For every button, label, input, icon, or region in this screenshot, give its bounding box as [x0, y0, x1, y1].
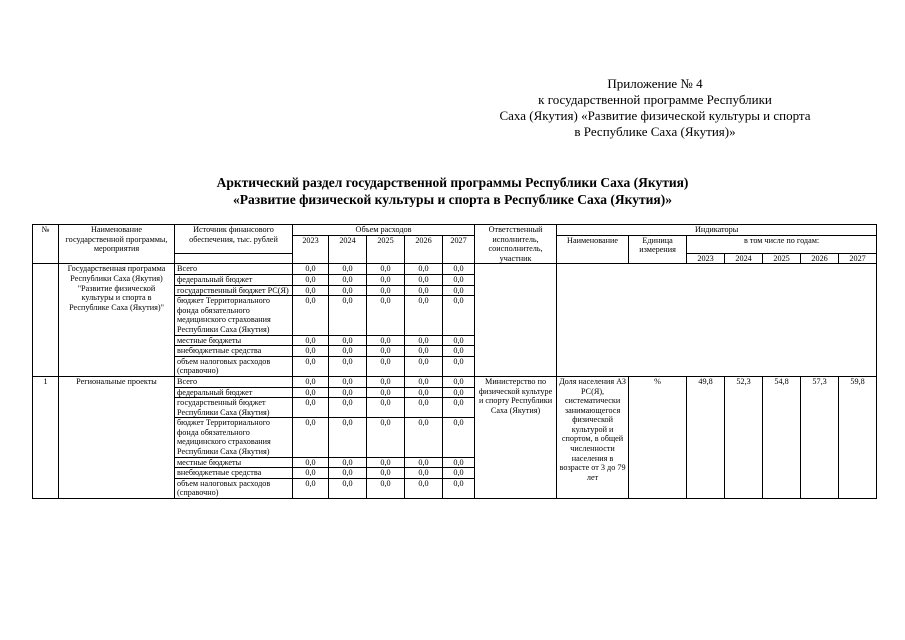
value-cell: 0,0 [405, 457, 443, 468]
source-cell: бюджет Территориального фонда обязательного медицинского страхования Республики Саха (Якутия) [175, 418, 293, 457]
header-ind-year: 2027 [839, 253, 877, 264]
value-cell: 0,0 [329, 264, 367, 275]
program-name: Государственная программа Республики Саха (Якутия) "Развитие физической культуры и спорта в Республике Саха (Якутия)" [59, 264, 175, 377]
source-cell: государственный бюджет РС(Я) [175, 285, 293, 296]
header-ind-unit: Единица измерения [629, 235, 687, 264]
program-executor [475, 264, 557, 377]
header-source: Источник финансового обеспечения, тыс. рублей [175, 225, 293, 254]
value-cell: 0,0 [405, 274, 443, 285]
value-cell: 0,0 [405, 387, 443, 398]
value-cell: 0,0 [367, 285, 405, 296]
header-source-cont [175, 253, 293, 264]
header-year: 2025 [367, 235, 405, 264]
value-cell: 0,0 [367, 296, 405, 335]
program-num [33, 264, 59, 377]
header-name: Наименование государственной программы, мероприятия [59, 225, 175, 264]
value-cell: 0,0 [443, 346, 475, 357]
value-cell: 0,0 [405, 398, 443, 418]
value-cell: 0,0 [443, 387, 475, 398]
source-cell: Всего [175, 264, 293, 275]
document-title [0, 174, 905, 208]
header-executor: Ответственный исполнитель, соисполнитель, участник [475, 225, 557, 264]
title-line: «Развитие физической культуры и спорта в Республике Саха (Якутия)» [233, 192, 672, 207]
header-year: 2023 [293, 235, 329, 264]
appendix-block [445, 76, 865, 140]
value-cell: 0,0 [293, 387, 329, 398]
value-cell: 0,0 [329, 376, 367, 387]
value-cell: 0,0 [367, 468, 405, 479]
value-cell: 0,0 [329, 418, 367, 457]
value-cell: 0,0 [405, 296, 443, 335]
source-cell: местные бюджеты [175, 335, 293, 346]
value-cell: 0,0 [367, 264, 405, 275]
indicator-value: 52,3 [725, 376, 763, 498]
source-cell: местные бюджеты [175, 457, 293, 468]
indicator-unit: % [629, 376, 687, 498]
source-cell: федеральный бюджет [175, 387, 293, 398]
table-row [33, 376, 877, 387]
value-cell: 0,0 [443, 478, 475, 498]
header-volume: Объем расходов [293, 225, 475, 236]
value-cell: 0,0 [293, 376, 329, 387]
program-indicators [557, 264, 877, 377]
value-cell: 0,0 [367, 346, 405, 357]
value-cell: 0,0 [443, 468, 475, 479]
value-cell: 0,0 [405, 376, 443, 387]
value-cell: 0,0 [293, 478, 329, 498]
appendix-line: Саха (Якутия) «Развитие физической культуры и спорта [499, 108, 811, 123]
indicator-name: Доля населения АЗ РС(Я), систематически занимающегося физической культурой и спортом, в общей численности населения в возрасте от 3 до 79 лет [557, 376, 629, 498]
value-cell: 0,0 [293, 398, 329, 418]
value-cell: 0,0 [293, 285, 329, 296]
value-cell: 0,0 [443, 335, 475, 346]
header-row [33, 225, 877, 236]
value-cell: 0,0 [293, 264, 329, 275]
value-cell: 0,0 [293, 418, 329, 457]
header-num: № [33, 225, 59, 264]
header-year: 2027 [443, 235, 475, 264]
header-ind-years: в том числе по годам: [687, 235, 877, 253]
value-cell: 0,0 [329, 346, 367, 357]
source-cell: Всего [175, 376, 293, 387]
source-cell: объем налоговых расходов (справочно) [175, 478, 293, 498]
source-cell: объем налоговых расходов (справочно) [175, 356, 293, 376]
source-cell: государственный бюджет Республики Саха (Якутия) [175, 398, 293, 418]
value-cell: 0,0 [443, 264, 475, 275]
value-cell: 0,0 [443, 418, 475, 457]
value-cell: 0,0 [405, 335, 443, 346]
header-ind-name: Наименование [557, 235, 629, 264]
value-cell: 0,0 [329, 285, 367, 296]
value-cell: 0,0 [443, 274, 475, 285]
value-cell: 0,0 [367, 398, 405, 418]
value-cell: 0,0 [293, 468, 329, 479]
source-cell: внебюджетные средства [175, 346, 293, 357]
value-cell: 0,0 [329, 335, 367, 346]
value-cell: 0,0 [443, 285, 475, 296]
value-cell: 0,0 [329, 356, 367, 376]
value-cell: 0,0 [367, 387, 405, 398]
value-cell: 0,0 [293, 296, 329, 335]
value-cell: 0,0 [329, 274, 367, 285]
value-cell: 0,0 [443, 356, 475, 376]
value-cell: 0,0 [367, 356, 405, 376]
value-cell: 0,0 [367, 478, 405, 498]
value-cell: 0,0 [367, 274, 405, 285]
value-cell: 0,0 [405, 468, 443, 479]
value-cell: 0,0 [405, 418, 443, 457]
value-cell: 0,0 [367, 418, 405, 457]
value-cell: 0,0 [293, 346, 329, 357]
value-cell: 0,0 [367, 457, 405, 468]
source-cell: федеральный бюджет [175, 274, 293, 285]
indicator-value: 57,3 [801, 376, 839, 498]
value-cell: 0,0 [443, 296, 475, 335]
indicator-value: 59,8 [839, 376, 877, 498]
value-cell: 0,0 [443, 398, 475, 418]
value-cell: 0,0 [329, 468, 367, 479]
value-cell: 0,0 [405, 478, 443, 498]
value-cell: 0,0 [293, 274, 329, 285]
project-executor: Министерство по физической культуре и спорту Республики Саха (Якутия) [475, 376, 557, 498]
project-num: 1 [33, 376, 59, 498]
value-cell: 0,0 [443, 457, 475, 468]
header-ind-year: 2026 [801, 253, 839, 264]
header-indicators: Индикаторы [557, 225, 877, 236]
source-cell: внебюджетные средства [175, 468, 293, 479]
header-year: 2026 [405, 235, 443, 264]
title-line: Арктический раздел государственной программы Республики Саха (Якутия) [216, 175, 689, 190]
value-cell: 0,0 [329, 478, 367, 498]
value-cell: 0,0 [329, 387, 367, 398]
header-year: 2024 [329, 235, 367, 264]
indicator-value: 54,8 [763, 376, 801, 498]
program-table [32, 224, 877, 499]
value-cell: 0,0 [443, 376, 475, 387]
source-cell: бюджет Территориального фонда обязательного медицинского страхования Республики Саха (Якутия) [175, 296, 293, 335]
value-cell: 0,0 [329, 398, 367, 418]
appendix-line: Приложение № 4 [607, 76, 703, 91]
value-cell: 0,0 [405, 346, 443, 357]
header-ind-year: 2024 [725, 253, 763, 264]
value-cell: 0,0 [405, 356, 443, 376]
header-ind-year: 2025 [763, 253, 801, 264]
value-cell: 0,0 [293, 335, 329, 346]
value-cell: 0,0 [329, 296, 367, 335]
value-cell: 0,0 [367, 335, 405, 346]
appendix-line: к государственной программе Республики [538, 92, 772, 107]
table-row [33, 264, 877, 275]
value-cell: 0,0 [329, 457, 367, 468]
value-cell: 0,0 [293, 457, 329, 468]
value-cell: 0,0 [293, 356, 329, 376]
appendix-line: в Республике Саха (Якутия)» [574, 124, 736, 139]
value-cell: 0,0 [405, 285, 443, 296]
value-cell: 0,0 [367, 376, 405, 387]
project-name: Региональные проекты [59, 376, 175, 498]
indicator-value: 49,8 [687, 376, 725, 498]
header-ind-year: 2023 [687, 253, 725, 264]
value-cell: 0,0 [405, 264, 443, 275]
